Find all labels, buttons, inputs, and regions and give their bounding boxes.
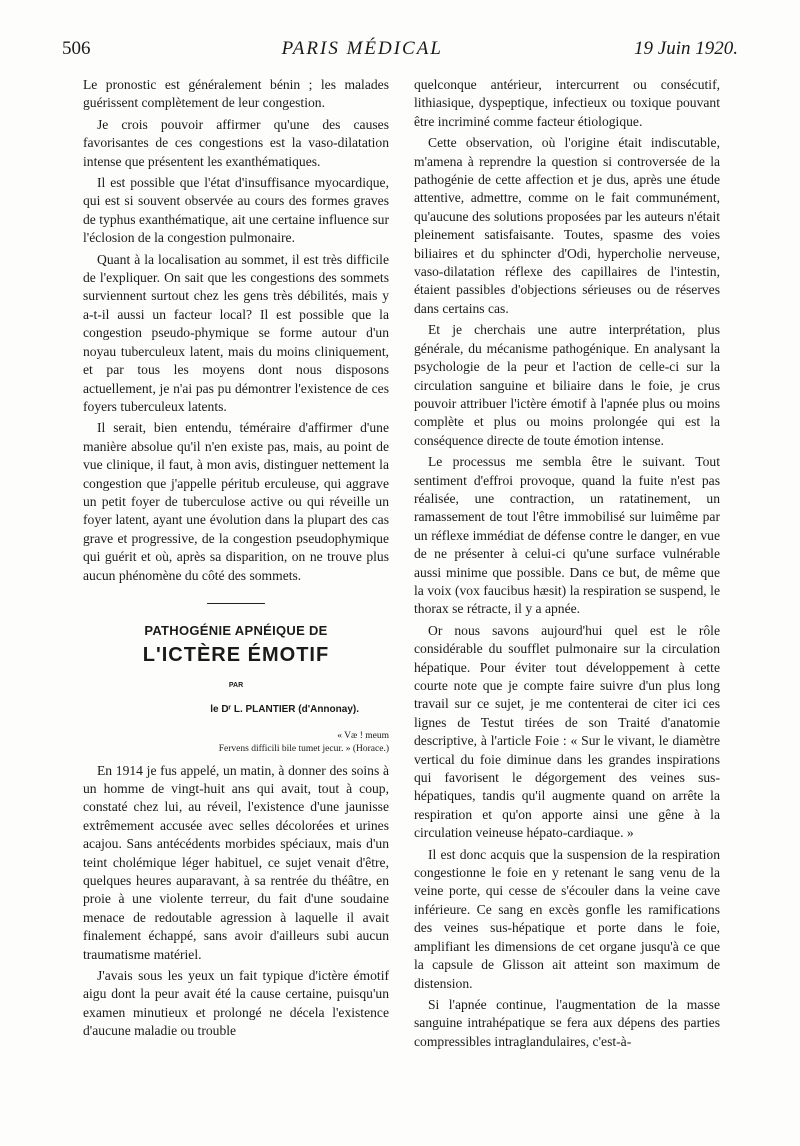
byline-par: PAR: [228, 681, 244, 689]
paragraph: Cette observation, où l'origine était indiscutable, m'amena à reprendre la question si controversée de la pathogénie de cette affection et je dus, après une étude attentive, admettre, comme on le fait communément, qu'aucune des solutions proposées par les auteurs n'était pleinement satisfaisante. Toutes, spasme des voies biliaires et du sphincter d'Odi, hypercholie nerveuse, vaso-dilatation réflexe des capillaires de l'intestin, étaient passibles d'objections sérieuses ou de réserves dans certains cas.: [414, 135, 720, 316]
author-line: le Dʳ L. PLANTIER (d'Annonay).: [210, 704, 359, 716]
left-column: [83, 76, 389, 1044]
epigraph-line: Fervens difficili bile tumet jecur. » (Horace.): [218, 743, 389, 754]
paragraph: quelconque antérieur, intercurrent ou consécutif, lithiasique, dyspeptique, infectieux ou toxique pouvant être incriminé comme facteur étiologique.: [414, 77, 720, 129]
epigraph: [83, 730, 389, 756]
paragraph: En 1914 je fus appelé, un matin, à donner des soins à un homme de vingt-huit ans qui avait, tout à coup, constaté chez lui, au réveil, l'existence d'une jaunisse extrêmement accusée avec selles décolorées et urines acajou. Sans antécédents morbides spéciaux, mais d'un teint cholémique léger habituel, ce sujet venait d'être, quelques heures auparavant, à sa rentrée du théâtre, en proie à une violente terreur, du fait d'une soudaine menace de redoutable agression à laquelle il avait finalement échappé, sans avoir d'ailleurs subi aucun traumatisme matériel.: [83, 762, 389, 962]
paragraph: Le processus me sembla être le suivant. Tout sentiment d'effroi provoque, quand la fuite n'est pas réalisée, une contraction, un ratatinement, un ramassement de tout l'être immobilisé sur luimême par un réflexe immédiat de défense contre le danger, en vue de ne présenter à celui-ci qu'une surface vulnérable aussi minime que possible. Dans ce but, de même que la voix (vox faucibus hæsit) la respiration se suspend, le thorax se rétracte, il y a apnée.: [414, 454, 720, 617]
paragraph: Et je cherchais une autre interprétation, plus générale, du mécanisme pathogénique. En analysant la psychologie de la peur et l'action de celle-ci sur la circulation sanguine et biliaire dans le foie, je crus pouvoir attribuer l'ictère émotif à l'apnée plus ou moins complète et plus ou moins prolongée qui est la conséquence directe de toute émotion intense.: [414, 322, 720, 448]
paragraph: Quant à la localisation au sommet, il est très difficile de l'expliquer. On sait que les congestions des sommets surviennent surtout chez les gens très débilités, mais y a-t-il aussi un facteur local? Il est possible que la congestion pseudo-phymique se forme autour d'un noyau tuberculeux latent, mais du moins cliniquement, et par tous les moyens dont nous disposons actuellement, je n'ai pas pu démontrer l'existence de ces foyers tuberculeux latents.: [83, 251, 389, 414]
epigraph-line: « Væ ! meum: [337, 730, 389, 741]
paragraph: Si l'apnée continue, l'augmentation de la masse sanguine intrahépatique se fera aux dépens des parties compressibles intraglandulaires, c'est-à-: [414, 996, 720, 1049]
journal-title: PARIS MÉDICAL: [281, 38, 443, 59]
paragraph: Je crois pouvoir affirmer qu'une des causes favorisantes de ces congestions est la vaso-dilatation intense que présentent les exanthématiques.: [83, 116, 389, 169]
paragraph: Le pronostic est généralement bénin ; les malades guérissent complètement de leur congestion.: [83, 77, 389, 111]
issue-date: 19 Juin 1920.: [634, 38, 738, 59]
running-header: [62, 38, 738, 74]
page-number: 506: [62, 38, 91, 59]
paragraph: Il est donc acquis que la suspension de la respiration congestionne le foie en y retenant le sang venu de la veine porte, qui cesse de s'écouler dans la veine cave inférieure. Ce sang en excès gonfle les ramifications des veines sus-hépatique et porte dans le foie, amplifiant les dimensions de cet organe jusqu'à ce que la capsule de Glisson ait atteint son maximum de distension.: [414, 846, 720, 991]
article-title-line1: PATHOGÉNIE APNÉIQUE DE: [144, 622, 328, 638]
article-title-line2: L'ICTÈRE ÉMOTIF: [142, 644, 330, 667]
paragraph: Il serait, bien entendu, téméraire d'affirmer d'une manière absolue qu'il n'en existe pas, mais, au point de vue clinique, il faut, à mon avis, distinguer nettement la congestion que j'appelle péritub erculeuse, qui aggrave un petit foyer de tuberculose active ou qui réveille un foyer latent, ayant une évolution dans la plupart des cas grave et progressive, de la congestion pseudophymique qui guérit et où, après sa disparition, on ne trouve plus aucun phénomène du côté des sommets.: [83, 420, 389, 583]
right-column: [414, 76, 720, 1054]
paragraph: Il est possible que l'état d'insuffisance myocardique, qui est si souvent observée au cours des formes graves de typhus exanthématique, ait une certaine influence sur l'éclosion de la congestion pulmonaire.: [83, 175, 389, 246]
paragraph: J'avais sous les yeux un fait typique d'ictère émotif aigu dont la peur avait été la cause certaine, puisqu'un examen minutieux et prolongé ne décela l'existence d'aucune maladie ou trouble: [83, 968, 389, 1039]
section-divider: [207, 603, 265, 604]
paragraph: Or nous savons aujourd'hui quel est le rôle considérable du soufflet pulmonaire sur la circulation hépatique. Pour éviter tout développement à cette courte note que je compte faire suivre d'un plus long travail sur ce sujet, je me contenterai de citer ici ces lignes de Testut tirées de son Traité d'anatomie descriptive, à l'article Foie : « Sur le vivant, le diamètre vertical du foie diminue dans les grandes inspirations qui favorisent le dégorgement des veines sus-hépatiques, tandis qu'il augmente quand on arrête la respiration et qu'on apporte ainsi une gêne à la circulation veineuse hépato-cardiaque. »: [414, 622, 720, 841]
